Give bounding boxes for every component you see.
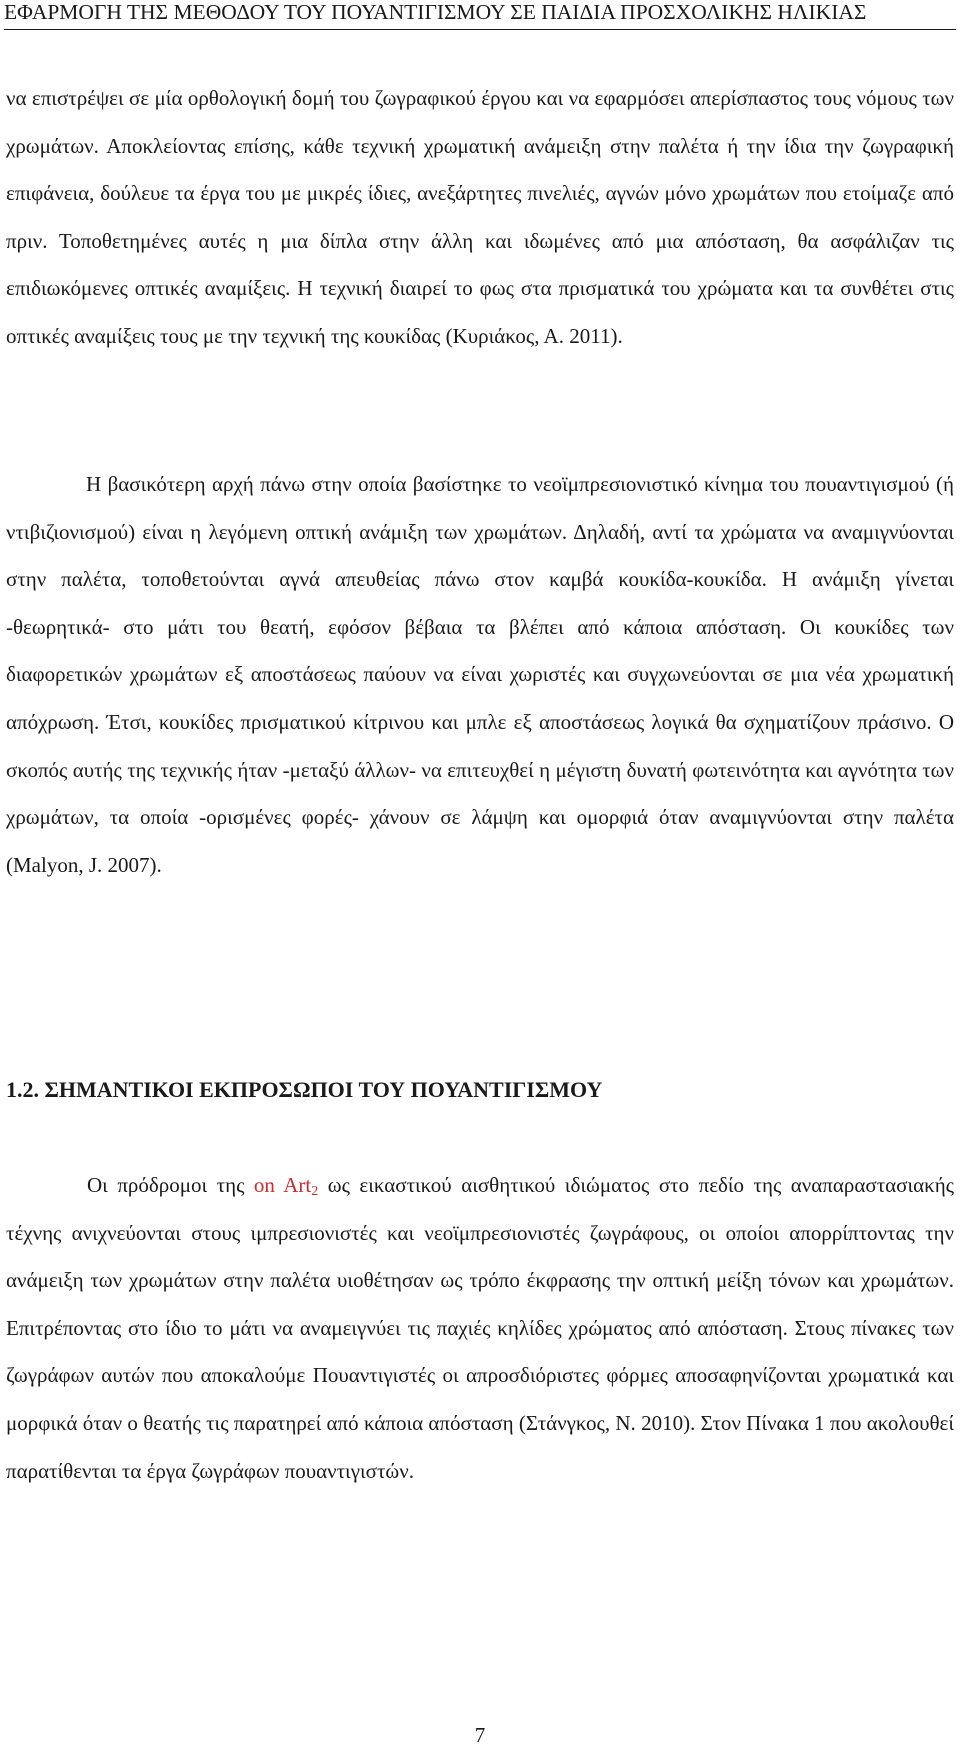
highlighted-term: on Art bbox=[253, 1173, 312, 1197]
page-number: 7 bbox=[474, 1723, 486, 1747]
paragraph-continuation: να επιστρέψει σε μία ορθολογική δομή του ζωγραφικού έργου και να εφαρμόσει απερίσπαστος τους νόμους των χρωμάτων. Αποκλείοντας επίσης, κάθε τεχνική χρωματική ανάμειξη στην παλέτα ή την ίδια την ζωγραφική επιφάνεια, δούλευε τα έργα του με μικρές ίδιες, ανεξάρτητες πινελιές, αγνών μόνο χρωμάτων που ετοίμαζε από πριν. Τοποθετημένες αυτές η μια δίπλα στην άλλη και ιδωμένες από μια απόσταση, θα ασφάλιζαν τις επιδιωκόμενες οπτικές αναμίξεις. Η τεχνική διαιρεί το φως στα πρισματικά του χρώματα και τα συνθέτει στις οπτικές αναμίξεις τους με την τεχνική της κουκίδας (Κυριάκος, Α. 2011). bbox=[6, 86, 954, 348]
paragraph-precursors-start: Οι πρόδρομοι της bbox=[87, 1173, 254, 1197]
paragraph-optical-mixing: Η βασικότερη αρχή πάνω στην οποία βασίστηκε το νεοϊμπρεσιονιστικό κίνημα του πουαντιγισμού (ή ντιβιζιονισμού) είναι η λεγόμενη οπτική ανάμιξη των χρωμάτων. Δηλαδή, αντί τα χρώματα να αναμιγνύονται στην παλέτα, τοποθετούνται αγνά απευθείας πάνω στον καμβά κουκίδα-κουκίδα. Η ανάμιξη γίνεται -θεωρητικά- στο μάτι του θεατή, εφόσον βέβαια τα βλέπει από κάποια απόσταση. Οι κουκίδες των διαφορετικών χρωμάτων εξ αποστάσεως παύουν να είναι χωριστές και συγχωνεύονται σε μια νέα χρωματική απόχρωση. Έτσι, κουκίδες πρισματικού κίτρινου και μπλε εξ αποστάσεως λογικά θα σχηματίζουν πράσινο. Ο σκοπός αυτής της τεχνικής ήταν -μεταξύ άλλων- να επιτευχθεί η μέγιστη δυνατή φωτεινότητα και αγνότητα των χρωμάτων, τα οποία -ορισμένες φορές- χάνουν σε λάμψη και ομορφιά όταν αναμιγνύονται στην παλέτα (Malyon, J. 2007). bbox=[6, 472, 954, 877]
term-subscript: 2 bbox=[311, 1184, 319, 1199]
section-heading: 1.2. ΣΗΜΑΝΤΙΚΟΙ ΕΚΠΡΟΣΩΠΟΙ ΤΟΥ ΠΟΥΑΝΤΙΓΙΣΜΟΥ bbox=[6, 1077, 603, 1102]
paragraph-precursors bbox=[6, 1162, 954, 1495]
running-header: ΕΦΑΡΜΟΓΗ ΤΗΣ ΜΕΘΟΔΟΥ ΤΟΥ ΠΟΥΑΝΤΙΓΙΣΜΟΥ ΣΕ ΠΑΙΔΙΑ ΠΡΟΣΧΟΛΙΚΗΣ ΗΛΙΚΙΑΣ bbox=[4, 0, 867, 24]
header-rule bbox=[4, 29, 956, 30]
paragraph-precursors-rest: ως εικαστικού αισθητικού ιδιώματος στο πεδίο της αναπαραστασιακής τέχνης ανιχνεύονται στους ιμπρεσιονιστές και νεοϊμπρεσιονιστές ζωγράφους, οι οποίοι απορρίπτοντας την ανάμειξη των χρωμάτων στην παλέτα υιοθέτησαν ως τρόπο έκφρασης την οπτική μείξη τόνων και χρωμάτων. Επιτρέποντας στο ίδιο το μάτι να αναμειγνύει τις παχιές κηλίδες χρώματος από απόσταση. Στους πίνακες των ζωγράφων αυτών που αποκαλούμε Πουαντιγιστές οι απροσδιόριστες φόρμες αποσαφηνίζονται χρωματικά και μορφικά όταν ο θεατής τις παρατηρεί από κάποια απόσταση (Στάνγκος, Ν. 2010). Στον Πίνακα 1 που ακολουθεί παρατίθενται τα έργα ζωγράφων πουαντιγιστών. bbox=[6, 1173, 954, 1483]
